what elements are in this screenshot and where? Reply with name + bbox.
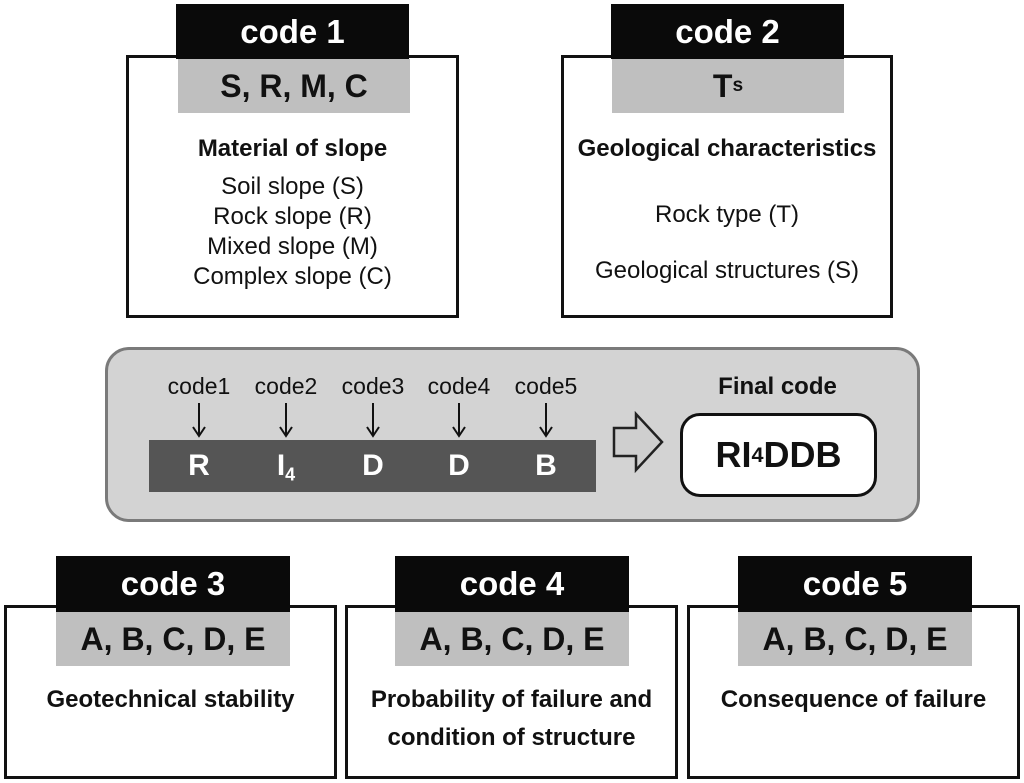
code2-title: Geological characteristics: [577, 135, 877, 162]
code3-header: code 3: [56, 556, 290, 612]
right-block-arrow-icon: [614, 414, 662, 470]
code4-codes: A, B, C, D, E: [395, 612, 629, 666]
code5-header: code 5: [738, 556, 972, 612]
step-label-code1: code1: [167, 373, 231, 399]
final-code-label: Final code: [718, 373, 837, 400]
code1-title: Material of slope: [197, 135, 388, 162]
code2-codes: T s: [612, 59, 844, 113]
down-arrow-icon: [193, 403, 205, 436]
final-code-box: RI 4 DDB: [680, 413, 877, 497]
final-code-part-a: RI: [715, 434, 752, 475]
code2-item-geo-structures: Geological structures (S): [594, 257, 860, 284]
bar-letter-code5: B: [535, 449, 557, 482]
code4-header: code 4: [395, 556, 629, 612]
step-label-code2: code2: [254, 373, 318, 399]
bar-letter-code3: D: [362, 449, 384, 482]
down-arrow-icon: [367, 403, 379, 436]
code5-codes: A, B, C, D, E: [738, 612, 972, 666]
down-arrow-icon: [540, 403, 552, 436]
final-code-part-b: DDB: [763, 434, 842, 475]
step-label-code5: code5: [514, 373, 578, 399]
code2-header: code 2: [611, 4, 844, 59]
code3-title: Geotechnical stability: [46, 686, 295, 713]
step-label-code4: code4: [427, 373, 491, 399]
code1-header: code 1: [176, 4, 409, 59]
code4-title-line1: Probability of failure and: [370, 686, 653, 713]
step-label-code3: code3: [341, 373, 405, 399]
bar-letter-code4: D: [448, 449, 470, 482]
code3-codes: A, B, C, D, E: [56, 612, 290, 666]
code2-item-rock-type: Rock type (T): [654, 201, 800, 228]
code2-codes-main: T: [712, 67, 733, 104]
bar-letter-code2: $I_4$: [276, 449, 296, 485]
code1-item-rock: Rock slope (R): [213, 203, 372, 230]
code5-title: Consequence of failure: [720, 686, 987, 713]
code4-title-line2: condition of structure: [387, 724, 636, 751]
down-arrow-icon: [453, 403, 465, 436]
code1-item-mixed: Mixed slope (M): [207, 233, 378, 260]
code1-item-soil: Soil slope (S): [221, 173, 364, 200]
code1-codes: S, R, M, C: [178, 59, 410, 113]
bar-letter-code1: R: [188, 449, 210, 482]
down-arrow-icon: [280, 403, 292, 436]
code1-item-complex: Complex slope (C): [193, 263, 392, 290]
